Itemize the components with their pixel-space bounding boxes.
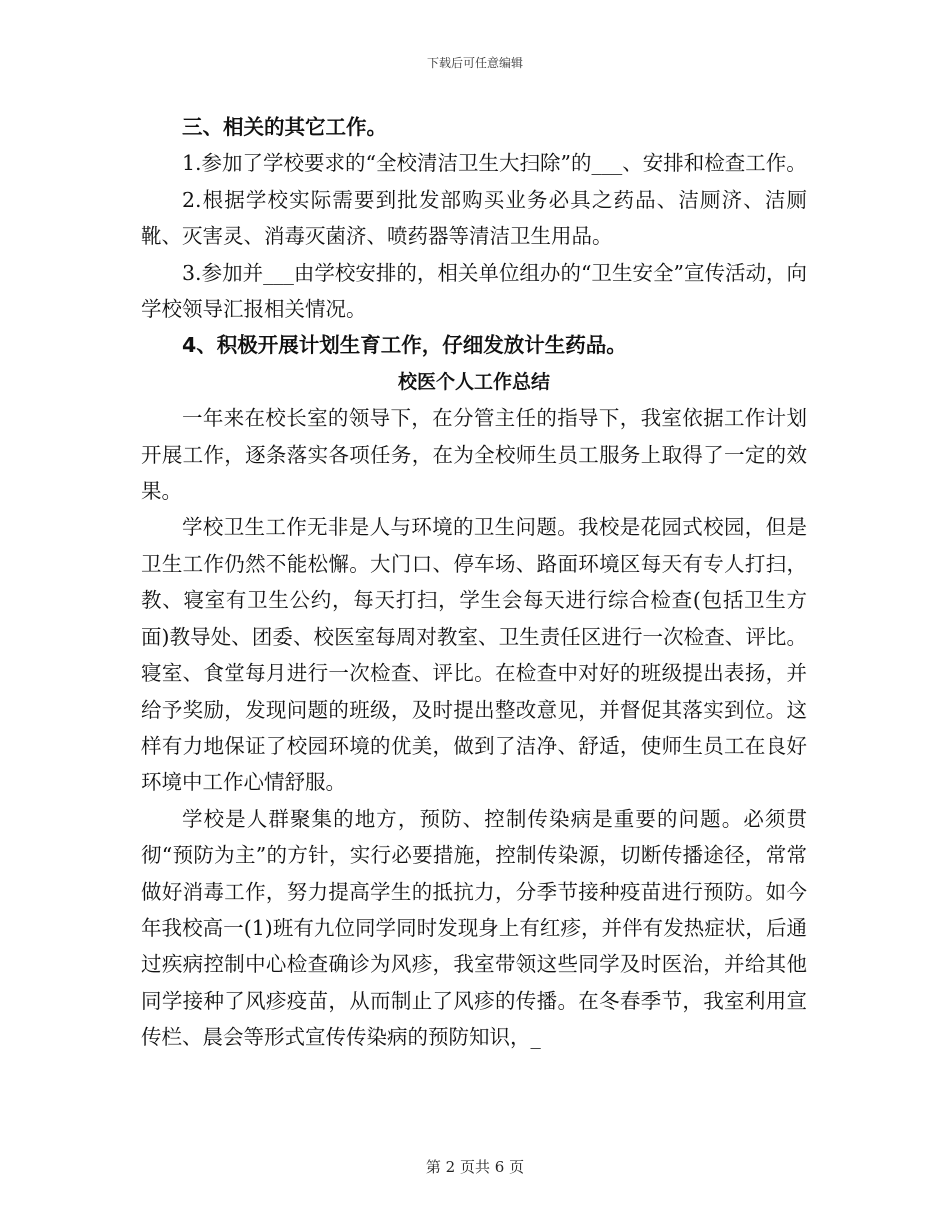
section-heading: 三、相关的其它工作。 <box>182 115 387 139</box>
list-item: 1.参加了学校要求的“全校清洁卫生大扫除”的___、安排和检查工作。 <box>182 151 807 176</box>
paragraph: 学校卫生工作无非是人与环境的卫生问题。我校是花园式校园，但是卫生工作仍然不能松懈。大门口、停车场、路面环境区每天有专人打扫，教、寝室有卫生公约，每天打扫，学生会每天进行综合检查(包括卫生方面)教导处、团委、校医室每周对教室、卫生责任区进行一次检查、评比。寝室、食堂每月进行一次检查、评比。在检查中对好的班级提出表扬，并给予奖励，发现问题的班级，及时提出整改意见，并督促其落实到位。这样有力地保证了校园环境的优美，做到了洁净、舒适，使师生员工在良好环境中工作心情舒服。 <box>141 515 807 795</box>
paragraph: 一年来在校长室的领导下，在分管主任的指导下，我室依据工作计划开展工作，逐条落实各项任务，在为全校师生员工服务上取得了一定的效果。 <box>141 406 807 504</box>
page-number: 第 2 页共 6 页 <box>425 1158 525 1176</box>
section-heading: 4、积极开展计划生育工作，仔细发放计生药品。 <box>182 333 627 358</box>
paragraph: 学校是人群聚集的地方，预防、控制传染病是重要的问题。必须贯彻“预防为主”的方针，实行必要措施，控制传染源，切断传播途径，常常做好消毒工作，努力提高学生的抵抗力，分季节接种疫苗进行预防。如今年我校高一(1)班有九位同学同时发现身上有红疹，并伴有发热症状，后通过疾病控制中心检查确诊为风疹，我室带领这些同学及时医治，并给其他同学接种了风疹疫苗，从而制止了风疹的传播。在冬春季节，我室利用宣传栏、晨会等形式宣传传染病的预防知识，_ <box>141 806 807 1050</box>
document-title: 校医个人工作总结 <box>397 370 550 393</box>
list-item: 3.参加并___由学校安排的，相关单位组办的“卫生安全”宣传活动，向学校领导汇报相关情况。 <box>141 260 807 322</box>
page-header-note: 下载后可任意编辑 <box>426 56 523 70</box>
list-item: 2.根据学校实际需要到批发部购买业务必具之药品、洁厕济、洁厕靴、灭害灵、消毒灭菌济、喷药器等清洁卫生用品。 <box>141 187 807 249</box>
document-body <box>141 109 807 1056</box>
